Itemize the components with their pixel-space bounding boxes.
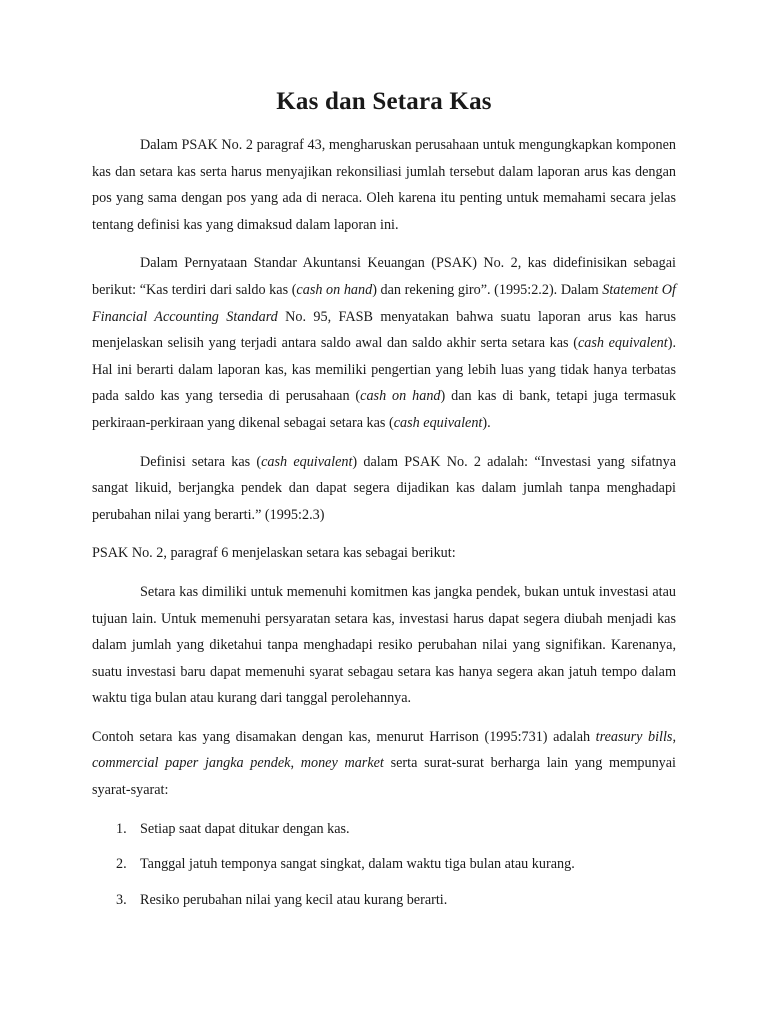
italic-term: money market xyxy=(300,755,384,772)
italic-term: cash equivalent xyxy=(577,335,668,352)
text-span: No. 95, FASB menyatakan bahwa suatu laporan arus kas harus menjelaskan selisih yang terjadi antara saldo awal dan saldo akhir serta setara kas ( xyxy=(92,308,676,352)
italic-term: cash on hand xyxy=(296,281,373,298)
text-span: ) dalam PSAK No. 2 adalah: “Investasi yang sifatnya sangat likuid, berjangka pendek dan dapat segera dijadikan kas dalam jumlah tanpa menghadapi perubahan nilai yang berarti.” (1995:2.3) xyxy=(92,453,676,523)
italic-term: cash on hand xyxy=(360,388,441,405)
list-item xyxy=(92,851,676,878)
list-number: 2. xyxy=(116,856,127,873)
text-span: ) dan kas di bank, tetapi juga termasuk perkiraan-perkiraan yang dikenal sebagai setara kas ( xyxy=(92,388,676,431)
text-span: serta surat-surat berharga lain yang mempunyai syarat-syarat: xyxy=(92,755,676,799)
italic-term: cash equivalent xyxy=(393,414,483,431)
text-span: Definisi setara kas ( xyxy=(140,453,262,470)
paragraph-psak-definition xyxy=(92,250,676,436)
paragraph-intro: Dalam PSAK No. 2 paragraf 43, mengharuskan perusahaan untuk mengungkapkan komponen kas dan setara kas serta harus menyajikan rekonsiliasi jumlah tersebut dalam laporan arus kas dengan pos yang sama dengan pos yang ada di neraca. Oleh karena itu penting untuk memahami secara jelas tentang definisi kas yang dimaksud dalam laporan ini. xyxy=(92,137,676,233)
italic-term: cash equivalent xyxy=(261,453,353,470)
list-number: 3. xyxy=(116,891,127,908)
text-span: ). xyxy=(482,414,491,431)
italic-term: treasury bills xyxy=(595,728,673,745)
list-text: Resiko perubahan nilai yang kecil atau kurang berarti. xyxy=(140,891,448,908)
document-page xyxy=(92,88,676,922)
paragraph-cash-equivalent-definition xyxy=(92,449,676,529)
italic-term: commercial paper jangka pendek xyxy=(92,755,291,772)
paragraph-setara-kas-explanation: Setara kas dimiliki untuk memenuhi komitmen kas jangka pendek, bukan untuk investasi atau tujuan lain. Untuk memenuhi persyaratan setara kas, investasi harus dapat segera diubah menjadi kas dalam jumlah yang diketahui tanpa menghadapi resiko perubahan nilai yang signifikan. Karenanya, suatu investasi baru dapat memenuhi syarat sebagau setara kas hanya segera akan jatuh tempo dalam waktu tiga bulan atau kurang dari tanggal perolehannya. xyxy=(92,583,676,707)
text-span: Dalam Pernyataan Standar Akuntansi Keuangan (PSAK) No. 2, kas didefinisikan sebagai berikut: “Kas terdiri dari saldo kas ( xyxy=(92,255,676,298)
list-text: Tanggal jatuh temponya sangat singkat, dalam waktu tiga bulan atau kurang. xyxy=(140,856,575,873)
requirements-list xyxy=(92,816,676,914)
list-item xyxy=(92,816,676,843)
paragraph-harrison-example xyxy=(92,724,676,804)
list-text: Setiap saat dapat ditukar dengan kas. xyxy=(140,820,350,837)
text-span: Contoh setara kas yang disamakan dengan kas, menurut Harrison (1995:731) adalah xyxy=(92,728,596,745)
italic-term: Statement Of Financial Accounting Standard xyxy=(92,281,676,325)
page-title: Kas dan Setara Kas xyxy=(276,88,492,115)
list-item xyxy=(92,887,676,914)
text-span: , xyxy=(290,755,301,772)
paragraph-psak-paragraph-6: PSAK No. 2, paragraf 6 menjelaskan setara kas sebagai berikut: xyxy=(92,545,456,562)
text-span: ). Hal ini berarti dalam laporan kas, kas memiliki pengertian yang lebih luas yang tidak hanya terbatas pada saldo kas yang tersedia di perusahaan ( xyxy=(92,335,676,405)
text-span: , xyxy=(672,728,676,745)
text-span: ) dan rekening giro”. (1995:2.2). Dalam xyxy=(372,281,603,298)
list-number: 1. xyxy=(116,820,127,837)
